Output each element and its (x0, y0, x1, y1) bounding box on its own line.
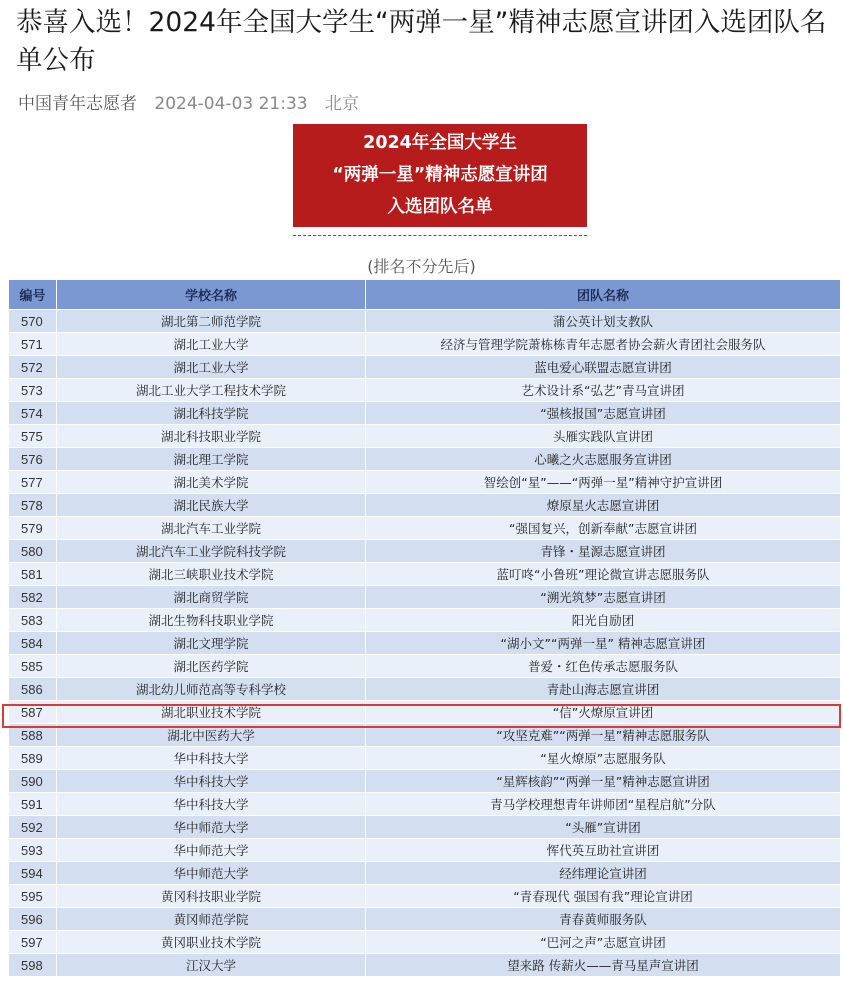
cell-number: 571 (9, 333, 57, 356)
cell-number: 591 (9, 793, 57, 816)
cell-number: 582 (9, 586, 57, 609)
publish-location: 北京 (325, 94, 360, 114)
cell-team: 青马学校理想青年讲师团“星程启航”分队 (366, 793, 841, 816)
cell-number: 573 (9, 379, 57, 402)
table-row (9, 609, 841, 632)
cell-school: 湖北医药学院 (57, 655, 366, 678)
cell-number: 585 (9, 655, 57, 678)
table-row (9, 563, 841, 586)
team-list-table (8, 279, 841, 977)
cell-team: 望来路 传薪火——青马星声宣讲团 (366, 954, 841, 977)
cell-number: 588 (9, 724, 57, 747)
table-row (9, 333, 841, 356)
cell-number: 576 (9, 448, 57, 471)
cell-team: 阳光自励团 (366, 609, 841, 632)
cell-school: 湖北汽车工业学院 (57, 517, 366, 540)
cell-school: 华中师范大学 (57, 862, 366, 885)
table-row (9, 310, 841, 333)
cell-number: 595 (9, 885, 57, 908)
column-header-team: 团队名称 (366, 280, 841, 310)
cell-team: 燎原星火志愿宣讲团 (366, 494, 841, 517)
cell-school: 湖北第二师范学院 (57, 310, 366, 333)
cell-number: 597 (9, 931, 57, 954)
cell-number: 596 (9, 908, 57, 931)
cell-school: 湖北工业大学 (57, 333, 366, 356)
cell-school: 湖北科技职业学院 (57, 425, 366, 448)
cell-number: 581 (9, 563, 57, 586)
banner-line: 2024年全国大学生 (363, 133, 517, 153)
table-row (9, 908, 841, 931)
article-title: 恭喜入选！2024年全国大学生“两弹一星”精神志愿宣讲团入选团队名单公布 (16, 7, 827, 76)
table-row (9, 448, 841, 471)
article-meta (18, 92, 371, 116)
cell-school: 湖北工业大学 (57, 356, 366, 379)
cell-school: 湖北幼儿师范高等专科学校 (57, 678, 366, 701)
cell-number: 572 (9, 356, 57, 379)
cell-school: 江汉大学 (57, 954, 366, 977)
cell-number: 590 (9, 770, 57, 793)
table-row (9, 724, 841, 747)
cell-school: 华中科技大学 (57, 770, 366, 793)
column-header-number: 编号 (9, 280, 57, 310)
cell-team: “强核报国”志愿宣讲团 (366, 402, 841, 425)
table-row (9, 931, 841, 954)
cell-number: 592 (9, 816, 57, 839)
cell-school: 华中科技大学 (57, 793, 366, 816)
table-row (9, 402, 841, 425)
source-link[interactable]: 中国青年志愿者 (18, 94, 137, 114)
cell-team: 蒲公英计划支教队 (366, 310, 841, 333)
table-row (9, 816, 841, 839)
cell-team: 头雁实践队宣讲团 (366, 425, 841, 448)
cell-school: 湖北中医药大学 (57, 724, 366, 747)
table-header-row (9, 280, 841, 310)
table-row (9, 586, 841, 609)
cell-school: 华中师范大学 (57, 839, 366, 862)
cell-school: 华中师范大学 (57, 816, 366, 839)
cell-school: 湖北商贸学院 (57, 586, 366, 609)
cell-team: 青赴山海志愿宣讲团 (366, 678, 841, 701)
cell-school: 湖北理工学院 (57, 448, 366, 471)
cell-school: 黄冈职业技术学院 (57, 931, 366, 954)
table-row (9, 793, 841, 816)
title-banner (293, 124, 587, 227)
cell-team: “溯光筑梦”志愿宣讲团 (366, 586, 841, 609)
cell-school: 湖北生物科技职业学院 (57, 609, 366, 632)
cell-number: 580 (9, 540, 57, 563)
cell-team: “星火燎原”志愿服务队 (366, 747, 841, 770)
cell-team: “巴河之声”志愿宣讲团 (366, 931, 841, 954)
cell-team: “信”火燎原宣讲团 (366, 701, 841, 724)
cell-team: “星辉核韵”“两弹一星”精神志愿宣讲团 (366, 770, 841, 793)
cell-number: 586 (9, 678, 57, 701)
cell-school: 湖北汽车工业学院科技学院 (57, 540, 366, 563)
cell-team: 蓝电爱心联盟志愿宣讲团 (366, 356, 841, 379)
column-header-school: 学校名称 (57, 280, 366, 310)
ranking-note: (排名不分先后) (367, 257, 476, 276)
table-row (9, 655, 841, 678)
dashed-divider (293, 235, 587, 236)
cell-number: 578 (9, 494, 57, 517)
cell-team: “湖小文”“两弹一星” 精神志愿宣讲团 (366, 632, 841, 655)
cell-number: 584 (9, 632, 57, 655)
cell-team: “强国复兴，创新奉献”志愿宣讲团 (366, 517, 841, 540)
cell-number: 594 (9, 862, 57, 885)
cell-team: 心曦之火志愿服务宣讲团 (366, 448, 841, 471)
table-row (9, 494, 841, 517)
cell-school: 湖北工业大学工程技术学院 (57, 379, 366, 402)
table-row (9, 862, 841, 885)
table-row (9, 701, 841, 724)
table-row (9, 770, 841, 793)
cell-number: 593 (9, 839, 57, 862)
cell-team: 普爱・红色传承志愿服务队 (366, 655, 841, 678)
cell-school: 湖北美术学院 (57, 471, 366, 494)
cell-school: 湖北科技学院 (57, 402, 366, 425)
banner-line: 入选团队名单 (387, 197, 493, 217)
cell-school: 湖北三峡职业技术学院 (57, 563, 366, 586)
cell-school: 黄冈师范学院 (57, 908, 366, 931)
cell-school: 华中科技大学 (57, 747, 366, 770)
cell-number: 570 (9, 310, 57, 333)
table-row (9, 425, 841, 448)
cell-team: 艺术设计系“弘艺”青马宣讲团 (366, 379, 841, 402)
table-row (9, 356, 841, 379)
table-row (9, 954, 841, 977)
cell-number: 583 (9, 609, 57, 632)
cell-school: 湖北民族大学 (57, 494, 366, 517)
cell-team: “头雁”宣讲团 (366, 816, 841, 839)
cell-team: 智绘创“星”——“两弹一星”精神守护宣讲团 (366, 471, 841, 494)
publish-time: 2024-04-03 21:33 (154, 94, 308, 114)
table-row (9, 632, 841, 655)
cell-school: 湖北职业技术学院 (57, 701, 366, 724)
cell-school: 黄冈科技职业学院 (57, 885, 366, 908)
table-row (9, 747, 841, 770)
table-row (9, 678, 841, 701)
cell-number: 579 (9, 517, 57, 540)
table-row (9, 471, 841, 494)
cell-number: 577 (9, 471, 57, 494)
table-row (9, 517, 841, 540)
banner-line: “两弹一星”精神志愿宣讲团 (332, 165, 548, 185)
table-row (9, 885, 841, 908)
cell-team: 恽代英互助社宣讲团 (366, 839, 841, 862)
cell-team: “攻坚克难”“两弹一星”精神志愿服务队 (366, 724, 841, 747)
cell-team: 青锋・星源志愿宣讲团 (366, 540, 841, 563)
cell-team: 经纬理论宣讲团 (366, 862, 841, 885)
cell-number: 574 (9, 402, 57, 425)
cell-team: 蓝叮咚“小鲁班”理论微宣讲志愿服务队 (366, 563, 841, 586)
cell-number: 575 (9, 425, 57, 448)
cell-number: 598 (9, 954, 57, 977)
cell-team: “青春现代 强国有我”理论宣讲团 (366, 885, 841, 908)
table-row (9, 839, 841, 862)
cell-team: 青春黄师服务队 (366, 908, 841, 931)
cell-school: 湖北文理学院 (57, 632, 366, 655)
table-row (9, 540, 841, 563)
table-row (9, 379, 841, 402)
cell-team: 经济与管理学院萧栋栋青年志愿者协会薪火青团社会服务队 (366, 333, 841, 356)
cell-number: 589 (9, 747, 57, 770)
cell-number: 587 (9, 701, 57, 724)
